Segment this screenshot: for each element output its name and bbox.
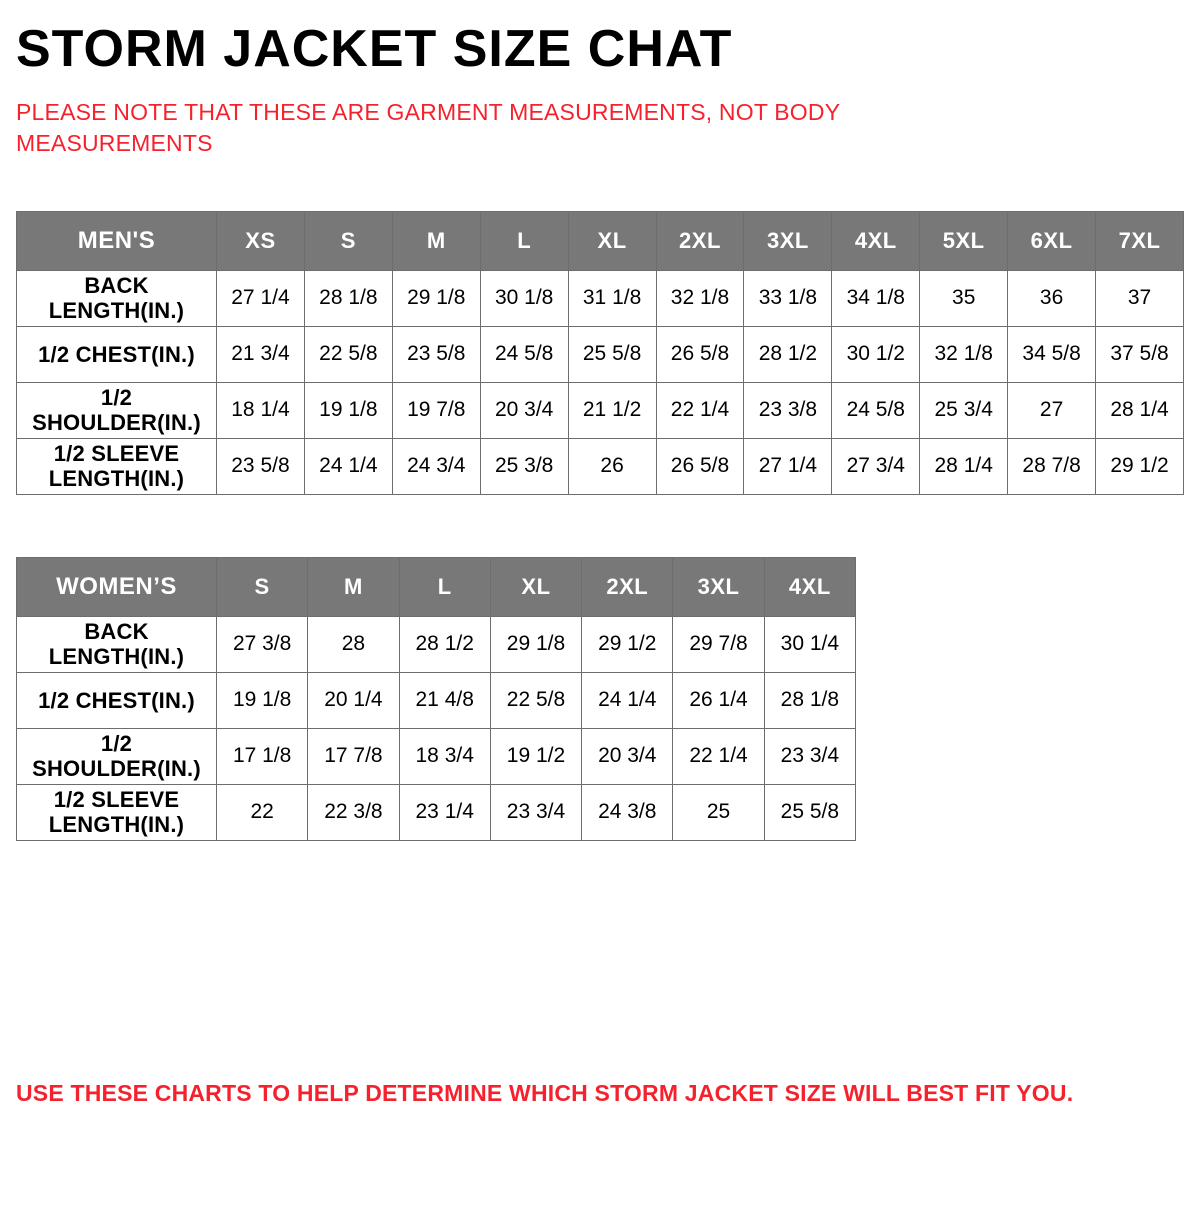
table-cell: 24 5/8 — [832, 382, 920, 438]
table-cell: 25 5/8 — [764, 784, 855, 840]
table-row — [17, 326, 1184, 382]
womens-table-title: WOMEN’S — [17, 557, 217, 616]
table-cell: 26 5/8 — [656, 438, 744, 494]
table-cell: 30 1/2 — [832, 326, 920, 382]
row-header: 1/2 CHEST(IN.) — [17, 326, 217, 382]
row-header: BACK LENGTH(IN.) — [17, 616, 217, 672]
table-cell: 25 5/8 — [568, 326, 656, 382]
table-cell: 23 5/8 — [217, 438, 305, 494]
table-cell: 18 1/4 — [217, 382, 305, 438]
table-cell: 23 3/8 — [744, 382, 832, 438]
table-cell: 24 1/4 — [582, 672, 673, 728]
row-header: 1/2 SHOULDER(IN.) — [17, 728, 217, 784]
table-cell: 20 3/4 — [582, 728, 673, 784]
column-header-l: L — [399, 557, 490, 616]
column-header-6xl: 6XL — [1008, 211, 1096, 270]
row-header: 1/2 CHEST(IN.) — [17, 672, 217, 728]
table-cell: 17 1/8 — [217, 728, 308, 784]
table-cell: 24 3/8 — [582, 784, 673, 840]
column-header-2xl: 2XL — [656, 211, 744, 270]
table-cell: 30 1/8 — [480, 270, 568, 326]
table-cell: 25 3/4 — [920, 382, 1008, 438]
column-header-4xl: 4XL — [764, 557, 855, 616]
table-row — [17, 672, 856, 728]
table-cell: 21 3/4 — [217, 326, 305, 382]
table-cell: 21 4/8 — [399, 672, 490, 728]
table-cell: 29 1/8 — [392, 270, 480, 326]
row-header: 1/2 SLEEVE LENGTH(IN.) — [17, 438, 217, 494]
table-cell: 26 1/4 — [673, 672, 764, 728]
table-cell: 29 1/2 — [1096, 438, 1184, 494]
mens-size-table — [16, 211, 1184, 495]
column-header-s: S — [217, 557, 308, 616]
column-header-xl: XL — [490, 557, 581, 616]
table-cell: 19 7/8 — [392, 382, 480, 438]
table-cell: 18 3/4 — [399, 728, 490, 784]
table-cell: 24 5/8 — [480, 326, 568, 382]
table-header-row — [17, 557, 856, 616]
table-cell: 36 — [1008, 270, 1096, 326]
table-cell: 28 1/4 — [1096, 382, 1184, 438]
table-cell: 22 5/8 — [304, 326, 392, 382]
size-chart-page — [0, 22, 1200, 1222]
column-header-4xl: 4XL — [832, 211, 920, 270]
column-header-7xl: 7XL — [1096, 211, 1184, 270]
table-cell: 28 — [308, 616, 399, 672]
row-header: 1/2 SHOULDER(IN.) — [17, 382, 217, 438]
table-cell: 27 3/4 — [832, 438, 920, 494]
table-cell: 20 1/4 — [308, 672, 399, 728]
table-cell: 27 3/8 — [217, 616, 308, 672]
column-header-5xl: 5XL — [920, 211, 1008, 270]
table-cell: 28 7/8 — [1008, 438, 1096, 494]
table-cell: 19 1/2 — [490, 728, 581, 784]
table-cell: 34 1/8 — [832, 270, 920, 326]
table-row — [17, 382, 1184, 438]
table-row — [17, 784, 856, 840]
table-cell: 21 1/2 — [568, 382, 656, 438]
table-cell: 22 5/8 — [490, 672, 581, 728]
column-header-xs: XS — [217, 211, 305, 270]
column-header-3xl: 3XL — [744, 211, 832, 270]
column-header-l: L — [480, 211, 568, 270]
table-cell: 31 1/8 — [568, 270, 656, 326]
table-cell: 28 1/8 — [764, 672, 855, 728]
table-row — [17, 616, 856, 672]
table-cell: 25 3/8 — [480, 438, 568, 494]
table-cell: 23 1/4 — [399, 784, 490, 840]
table-cell: 17 7/8 — [308, 728, 399, 784]
table-cell: 22 1/4 — [673, 728, 764, 784]
table-cell: 33 1/8 — [744, 270, 832, 326]
table-cell: 28 1/8 — [304, 270, 392, 326]
table-cell: 27 1/4 — [744, 438, 832, 494]
womens-table-body — [17, 616, 856, 840]
womens-size-table — [16, 557, 856, 841]
table-cell: 26 — [568, 438, 656, 494]
table-row — [17, 728, 856, 784]
column-header-m: M — [308, 557, 399, 616]
table-cell: 22 1/4 — [656, 382, 744, 438]
table-cell: 27 1/4 — [217, 270, 305, 326]
table-cell: 25 — [673, 784, 764, 840]
table-row — [17, 438, 1184, 494]
row-header: BACK LENGTH(IN.) — [17, 270, 217, 326]
table-cell: 35 — [920, 270, 1008, 326]
table-cell: 22 3/8 — [308, 784, 399, 840]
table-cell: 37 5/8 — [1096, 326, 1184, 382]
column-header-s: S — [304, 211, 392, 270]
table-cell: 32 1/8 — [920, 326, 1008, 382]
table-cell: 27 — [1008, 382, 1096, 438]
column-header-xl: XL — [568, 211, 656, 270]
page-title: STORM JACKET SIZE CHAT — [16, 20, 733, 78]
table-cell: 29 7/8 — [673, 616, 764, 672]
table-cell: 29 1/8 — [490, 616, 581, 672]
column-header-m: M — [392, 211, 480, 270]
table-cell: 32 1/8 — [656, 270, 744, 326]
table-cell: 29 1/2 — [582, 616, 673, 672]
mens-table-body — [17, 270, 1184, 494]
column-header-3xl: 3XL — [673, 557, 764, 616]
table-header-row — [17, 211, 1184, 270]
table-cell: 28 1/4 — [920, 438, 1008, 494]
table-cell: 23 3/4 — [764, 728, 855, 784]
table-cell: 23 3/4 — [490, 784, 581, 840]
table-cell: 28 1/2 — [744, 326, 832, 382]
table-cell: 28 1/2 — [399, 616, 490, 672]
table-cell: 37 — [1096, 270, 1184, 326]
table-cell: 26 5/8 — [656, 326, 744, 382]
table-cell: 30 1/4 — [764, 616, 855, 672]
table-cell: 24 1/4 — [304, 438, 392, 494]
table-cell: 20 3/4 — [480, 382, 568, 438]
column-header-2xl: 2XL — [582, 557, 673, 616]
row-header: 1/2 SLEEVE LENGTH(IN.) — [17, 784, 217, 840]
mens-table-title: MEN'S — [17, 211, 217, 270]
table-cell: 24 3/4 — [392, 438, 480, 494]
table-cell: 23 5/8 — [392, 326, 480, 382]
table-cell: 19 1/8 — [217, 672, 308, 728]
table-row — [17, 270, 1184, 326]
measurement-note: PLEASE NOTE THAT THESE ARE GARMENT MEASUREMENTS, NOT BODY MEASUREMENTS — [16, 98, 840, 156]
footer-note: USE THESE CHARTS TO HELP DETERMINE WHICH STORM JACKET SIZE WILL BEST FIT YOU. — [16, 1080, 1074, 1106]
table-cell: 34 5/8 — [1008, 326, 1096, 382]
table-cell: 19 1/8 — [304, 382, 392, 438]
table-cell: 22 — [217, 784, 308, 840]
